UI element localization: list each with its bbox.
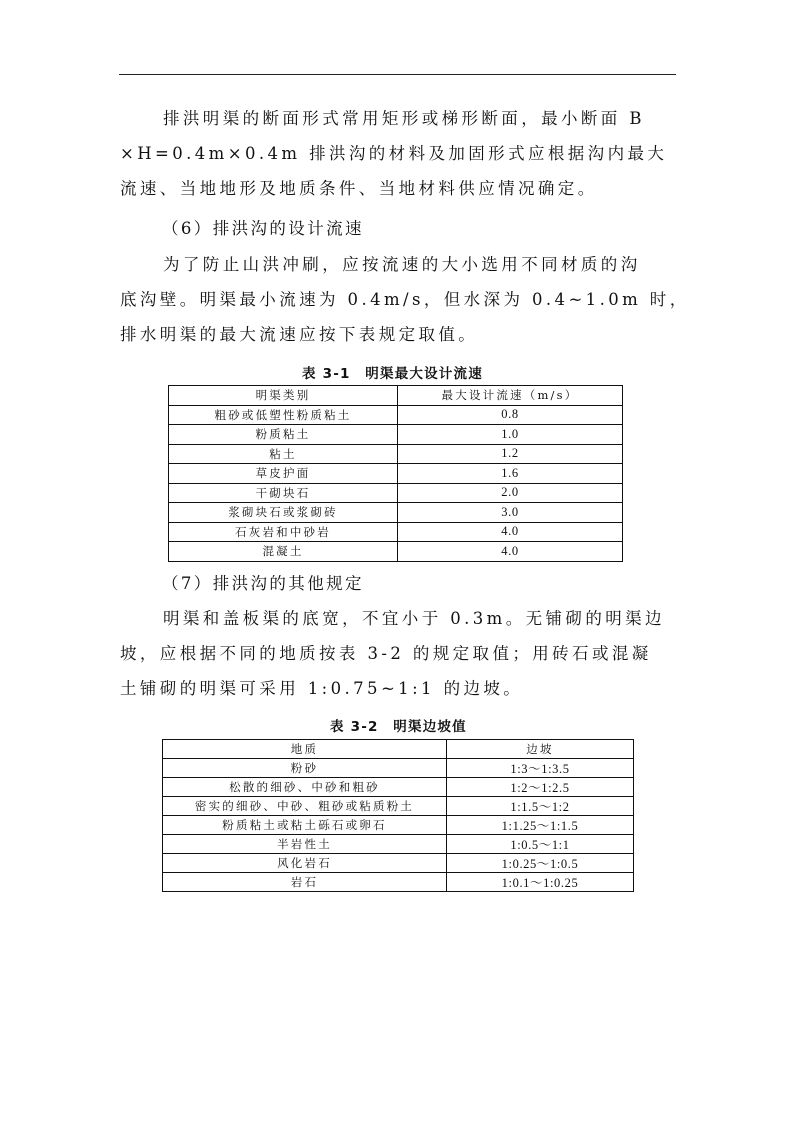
paragraph-line: 流速、当地地形及地质条件、当地材料供应情况确定。 [120,179,598,198]
table-cell: 松散的细砂、中砂和粗砂 [163,778,447,797]
table-cell: 1:1.5～1:2 [447,797,634,816]
table-cell: 1.2 [398,444,623,464]
table-caption: 表 3-1 明渠最大设计流速 [302,366,483,382]
table-cell: 浆砌块石或浆砌砖 [169,503,398,523]
header-rule [119,74,676,75]
table-row [169,483,623,503]
paragraph-line: 排水明渠的最大流速应按下表规定取值。 [120,325,479,344]
table-header-row [163,740,634,759]
table-cell: 干砌块石 [169,483,398,503]
table-cell: 1.6 [398,464,623,484]
table-row [169,464,623,484]
table-row [163,873,634,892]
paragraph-1 [120,101,676,206]
table-cell: 1:1.25～1:1.5 [447,816,634,835]
table-cell: 0.8 [398,405,623,425]
paragraph-line: 为了防止山洪冲刷，应按流速的大小选用不同材质的沟 [163,255,641,274]
column-header: 地质 [163,740,447,759]
table-cell: 混凝土 [169,542,398,562]
paragraph-line: 排洪明渠的断面形式常用矩形或梯形断面，最小断面 B [163,109,645,128]
section-heading-7: （7）排洪沟的其他规定 [162,574,364,593]
table-row [169,444,623,464]
table-row [169,425,623,445]
table-row [169,405,623,425]
table-cell: 3.0 [398,503,623,523]
table-row [163,759,634,778]
table-row [163,778,634,797]
table-cell: 1:2～1:2.5 [447,778,634,797]
table-cell: 4.0 [398,522,623,542]
table-row [163,797,634,816]
table-row [169,542,623,562]
paragraph-line: 底沟壁。明渠最小流速为 0.4m/s，但水深为 0.4~1.0m 时， [120,290,690,309]
table-header-row [169,386,623,406]
table-cell: 1:0.25～1:0.5 [447,854,634,873]
slope-value-table [162,739,634,892]
table-row [169,522,623,542]
table-cell: 1:0.1～1:0.25 [447,873,634,892]
table-cell: 密实的细砂、中砂、粗砂或粘质粉土 [163,797,447,816]
paragraph-line: ×H=0.4m×0.4m 排洪沟的材料及加固形式应根据沟内最大 [120,144,668,163]
table-cell: 粉质粘土 [169,425,398,445]
design-velocity-table [168,385,623,562]
paragraph-line: 土铺砌的明渠可采用 1:0.75~1:1 的边坡。 [120,679,524,698]
paragraph-2 [120,247,690,352]
table-cell: 粉质粘土或粘土砾石或卵石 [163,816,447,835]
table-cell: 半岩性土 [163,835,447,854]
table-cell: 粗砂或低塑性粉质粘土 [169,405,398,425]
table-cell: 草皮护面 [169,464,398,484]
paragraph-line: 坡，应根据不同的地质按表 3-2 的规定取值；用砖石或混凝 [120,644,652,663]
table-row [163,835,634,854]
table-cell: 1.0 [398,425,623,445]
column-header: 最大设计流速（m/s） [398,386,623,406]
table-cell: 1:3～1:3.5 [447,759,634,778]
table-row [169,503,623,523]
paragraph-line: 明渠和盖板渠的底宽，不宜小于 0.3m。无铺砌的明渠边 [163,609,665,628]
table-cell: 粉砂 [163,759,447,778]
column-header: 明渠类别 [169,386,398,406]
table-cell: 2.0 [398,483,623,503]
section-heading-6: （6）排洪沟的设计流速 [162,219,364,238]
table-cell: 石灰岩和中砂岩 [169,522,398,542]
table-cell: 岩石 [163,873,447,892]
table-row [163,816,634,835]
table-cell: 风化岩石 [163,854,447,873]
table-row [163,854,634,873]
paragraph-3 [120,601,676,706]
table-caption: 表 3-2 明渠边坡值 [330,719,467,735]
table-cell: 粘土 [169,444,398,464]
table-cell: 4.0 [398,542,623,562]
column-header: 边坡 [447,740,634,759]
table-cell: 1:0.5～1:1 [447,835,634,854]
